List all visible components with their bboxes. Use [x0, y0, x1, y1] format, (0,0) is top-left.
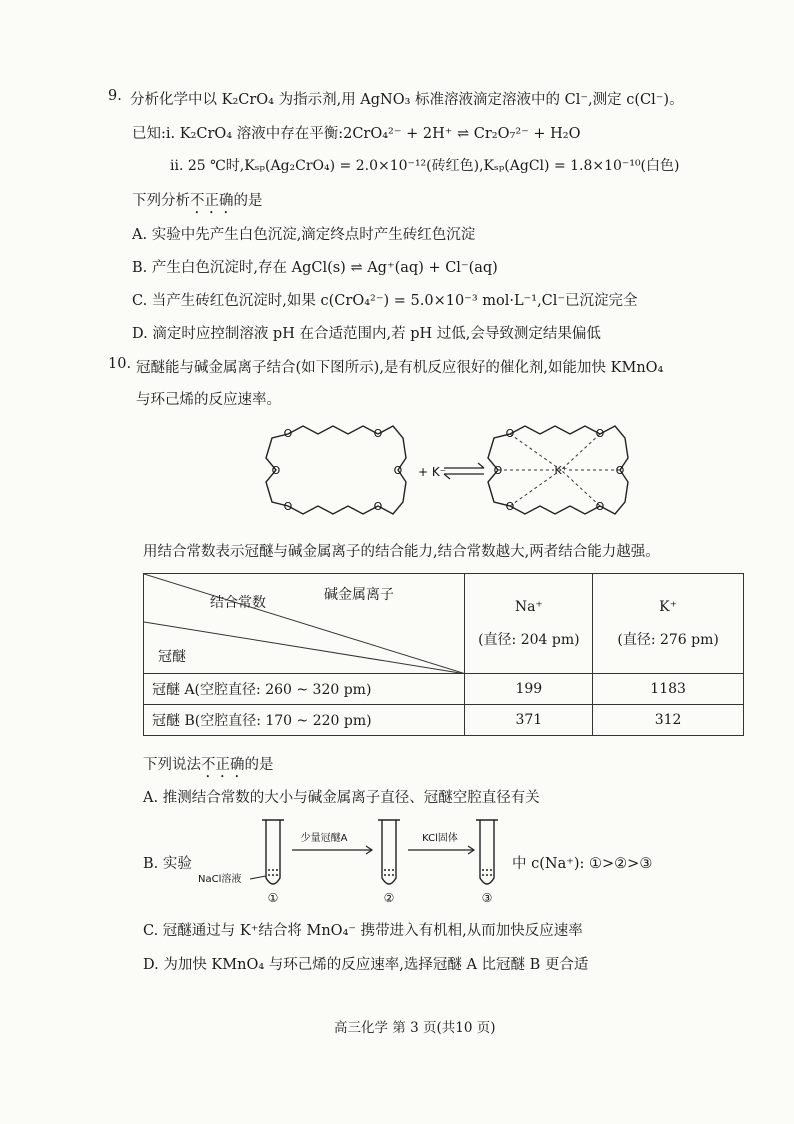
tube-2-label: ② [383, 891, 395, 905]
table-row [144, 705, 744, 736]
q9-prompt-a: 下列分析 [132, 193, 190, 209]
q10-stem-line1: 冠醚能与碱金属离子结合(如下图所示),是有机反应很好的催化剂,如能加快 KMnO₄ [136, 360, 664, 376]
col-na-diameter: (直径: 204 pm) [478, 631, 580, 648]
tube-1-label: ① [267, 891, 279, 905]
q10-prompt-a: 下列说法 [143, 757, 201, 773]
q10-number: 10. [108, 356, 132, 372]
q10-prompt-c: 的是 [244, 757, 274, 773]
tube-3-label: ③ [481, 891, 493, 905]
corner-diagonals [144, 574, 466, 674]
step2-arrow [408, 846, 474, 854]
page-footer: 高三化学 第 3 页(共10 页) [334, 1020, 496, 1036]
binding-constant-table [143, 573, 744, 736]
corner-middle: 结合常数 [210, 595, 266, 611]
oxygen-label: O [283, 500, 293, 513]
q9-prompt-emphasis: 不正确 [190, 193, 234, 209]
table-header-row [144, 574, 744, 674]
row-na-value: 371 [465, 705, 593, 736]
table-corner-cell [144, 574, 465, 674]
q9-option-c: C. 当产生砖红色沉淀时,如果 c(CrO₄²⁻) = 5.0×10⁻³ mol·L⁻¹,Cl⁻已沉淀完全 [132, 293, 638, 309]
oxygen-label: O [393, 464, 403, 477]
q9-prompt [132, 189, 263, 217]
row-k-value: 312 [593, 705, 744, 736]
q10-prompt [143, 753, 274, 781]
q10-option-a: A. 推测结合常数的大小与碱金属离子直径、冠醚空腔直径有关 [143, 790, 540, 806]
q10-binding-note: 用结合常数表示冠醚与碱金属离子的结合能力,结合常数越大,两者结合能力越强。 [143, 544, 660, 560]
oxygen-label: O [283, 427, 293, 440]
step2-label: KCl固体 [422, 833, 458, 844]
test-tube-1 [262, 820, 284, 884]
oxygen-label: O [493, 464, 503, 477]
col-k-diameter: (直径: 276 pm) [617, 631, 719, 648]
row-name: 冠醚 B(空腔直径: 170 ~ 220 pm) [144, 705, 465, 736]
step1-label: 少量冠醚A [300, 833, 348, 844]
q10-option-b-label: B. 实验 [143, 856, 192, 872]
q9-known-i: 已知:ⅰ. K₂CrO₄ 溶液中存在平衡:2CrO₄²⁻ + 2H⁺ ⇌ Cr₂O₇²⁻ + H₂O [132, 126, 581, 142]
row-k-value: 1183 [593, 674, 744, 705]
row-name: 冠醚 A(空腔直径: 260 ~ 320 pm) [144, 674, 465, 705]
col-header-k [593, 574, 744, 674]
q10-option-d: D. 为加快 KMnO₄ 与环己烯的反应速率,选择冠醚 A 比冠醚 B 更合适 [143, 957, 589, 973]
k-ion-center: K⁺ [554, 464, 568, 477]
oxygen-label: O [271, 464, 281, 477]
corner-bottom-left: 冠醚 [158, 649, 186, 665]
crown-ether-diagram [258, 418, 638, 530]
table-row [144, 674, 744, 705]
oxygen-label: O [595, 427, 605, 440]
q9-stem: 分析化学中以 K₂CrO₄ 为指示剂,用 AgNO₃ 标准溶液滴定溶液中的 Cl⁻,测定 c(Cl⁻)。 [130, 92, 684, 108]
oxygen-label: O [373, 500, 383, 513]
col-k-label: K⁺ [659, 598, 678, 615]
equilibrium-arrow [444, 463, 484, 479]
q9-prompt-c: 的是 [233, 193, 263, 209]
q9-option-a: A. 实验中先产生白色沉淀,滴定终点时产生砖红色沉淀 [132, 227, 476, 243]
solution-pointer [250, 876, 266, 879]
plus-k-label: + K⁻ [418, 465, 447, 479]
oxygen-label: O [505, 500, 515, 513]
crown-ether-free-oxygens [272, 427, 403, 513]
q9-option-b: B. 产生白色沉淀时,存在 AgCl(s) ⇌ Ag⁺(aq) + Cl⁻(aq) [132, 260, 498, 276]
oxygen-label: O [595, 500, 605, 513]
q10-option-b-result: 中 c(Na⁺): ①>②>③ [512, 856, 653, 872]
test-tube-3 [476, 820, 498, 884]
nacl-solution-label: NaCl溶液 [198, 874, 242, 885]
col-na-label: Na⁺ [514, 598, 543, 615]
test-tube-experiment [196, 814, 516, 906]
q10-option-c: C. 冠醚通过与 K⁺结合将 MnO₄⁻ 携带进入有机相,从而加快反应速率 [143, 923, 583, 939]
corner-top-right: 碱金属离子 [324, 587, 394, 603]
q9-option-d: D. 滴定时应控制溶液 pH 在合适范围内,若 pH 过低,会导致测定结果偏低 [132, 326, 601, 342]
row-na-value: 199 [465, 674, 593, 705]
test-tube-2 [378, 820, 400, 884]
oxygen-label: O [373, 427, 383, 440]
col-header-na [465, 574, 593, 674]
q9-number: 9. [108, 88, 122, 104]
q10-prompt-emphasis: 不正确 [201, 757, 245, 773]
step1-arrow [292, 846, 372, 854]
q9-known-ii: ⅱ. 25 ℃时,Kₛₚ(Ag₂CrO₄) = 2.0×10⁻¹²(砖红色),Kₛₚ(AgCl) = 1.8×10⁻¹⁰(白色) [170, 158, 680, 174]
q10-stem-line2: 与环己烯的反应速率。 [136, 392, 281, 408]
oxygen-label: O [615, 464, 625, 477]
oxygen-label: O [505, 427, 515, 440]
